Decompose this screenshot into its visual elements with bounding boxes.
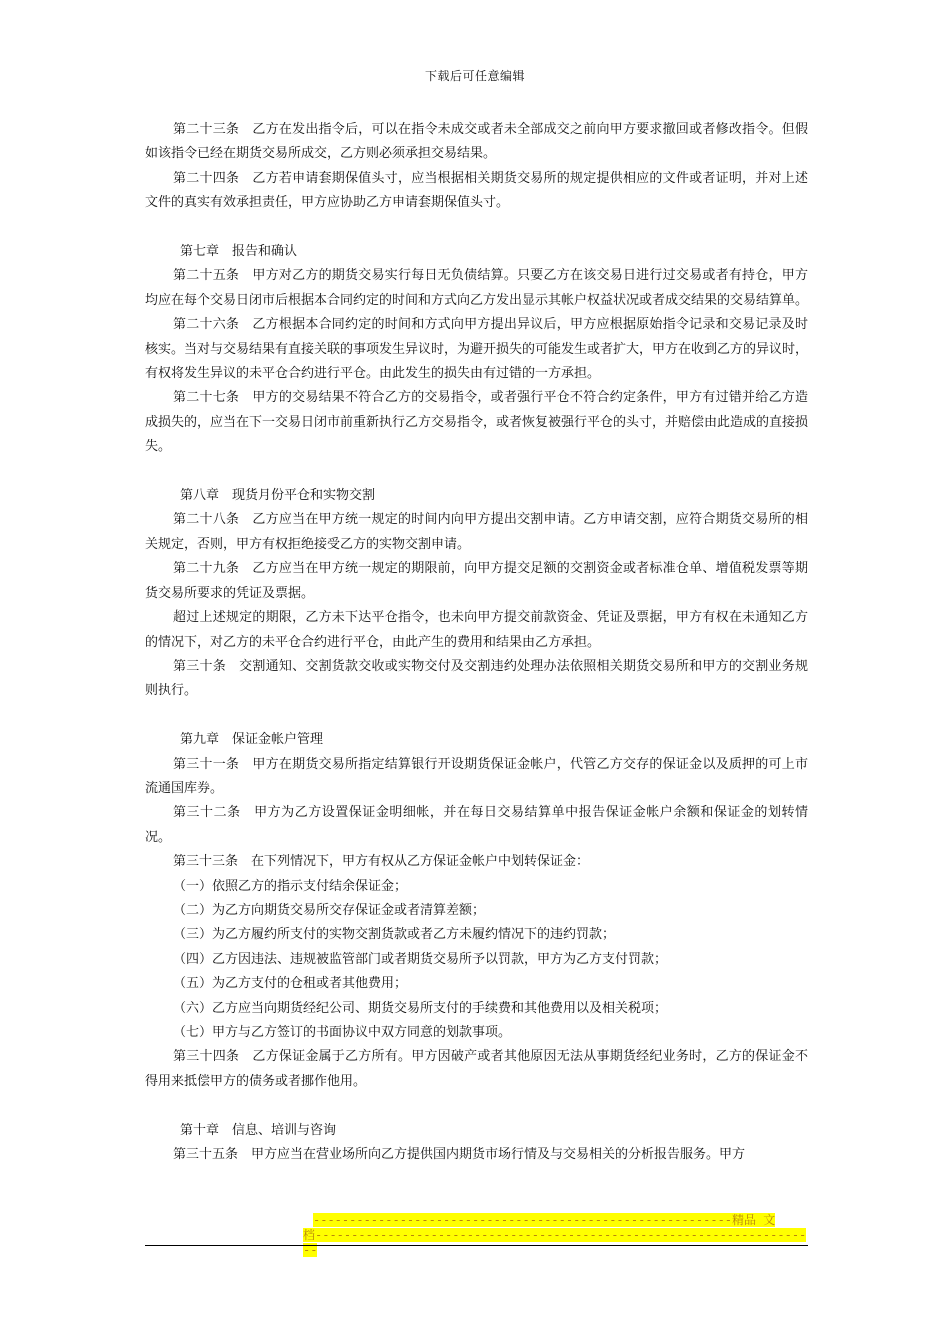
document-body [145, 118, 808, 1167]
article-29: 第二十九条 乙方应当在甲方统一规定的期限前，向甲方提交足额的交割资金或者标准仓单、增值税发票等期货交易所要求的凭证及票据。 [145, 561, 808, 601]
chapter-7-heading: 第七章 报告和确认 [180, 244, 298, 260]
article-28: 第二十八条 乙方应当在甲方统一规定的时间内向甲方提出交割申请。乙方申请交割，应符合期货交易所的相关规定，否则，甲方有权拒绝接受乙方的实物交割申请。 [145, 512, 808, 552]
article-25: 第二十五条 甲方对乙方的期货交易实行每日无负债结算。只要乙方在该交易日进行过交易或者有持仓，甲方均应在每个交易日闭市后根据本合同约定的时间和方式向乙方发出显示其帐户权益状况或者成交结果的交易结算单。 [145, 268, 809, 308]
footer-line-2: 档---------------------------------------------------------------------- [303, 1228, 807, 1257]
chapter-10-heading: 第十章 信息、培训与咨询 [180, 1122, 337, 1138]
footer-divider [145, 1245, 808, 1246]
article-30: 第三十条 交割通知、交割货款交收或实物交付及交割违约处理办法依照相关期货交易所和甲方的交割业务规则执行。 [145, 658, 808, 699]
list-item: （六）乙方应当向期货经纪公司、期货交易所支付的手续费和其他费用以及相关税项； [173, 1000, 668, 1016]
chapter-9-heading: 第九章 保证金帐户管理 [180, 732, 324, 748]
list-item: （一）依照乙方的指示支付结余保证金； [173, 878, 408, 894]
article-34: 第三十四条 乙方保证金属于乙方所有。甲方因破产或者其他原因无法从事期货经纪业务时，乙方的保证金不得用来抵偿甲方的债务或者挪作他用。 [145, 1049, 808, 1089]
article-35: 第三十五条 甲方应当在营业场所向乙方提供国内期货市场行情及与交易相关的分析报告服务。甲方 [173, 1147, 746, 1162]
article-26: 第二十六条 乙方根据本合同约定的时间和方式向甲方提出异议后，甲方应根据原始指令记录和交易记录及时核实。当对与交易结果有直接关联的事项发生异议时，为避开损失的可能发生或者扩大，甲方在收到乙方的异议时，有权将发生异议的未平仓合约进行平仓。由此发生的损失由有过错的一方承担。 [145, 317, 809, 382]
page-header: 下载后可任意编辑 [424, 69, 525, 83]
list-item: （二）为乙方向期货交易所交存保证金或者清算差额； [173, 902, 486, 918]
article-24: 第二十四条 乙方若申请套期保值头寸，应当根据相关期货交易所的规定提供相应的文件或者证明，并对上述文件的真实有效承担责任，甲方应协助乙方申请套期保值头寸。 [145, 170, 808, 211]
list-item: （五）为乙方支付的仓租或者其他费用； [173, 976, 408, 992]
list-item: （四）乙方因违法、违规被监管部门或者期货交易所予以罚款，甲方为乙方支付罚款； [173, 951, 668, 967]
chapter-8-heading: 第八章 现货月份平仓和实物交割 [180, 488, 376, 504]
article-32: 第三十二条 甲方为乙方设置保证金明细帐，并在每日交易结算单中报告保证金帐户余额和保证金的划转情况。 [145, 805, 808, 845]
article-33: 第三十三条 在下列情况下，甲方有权从乙方保证金帐户中划转保证金： [173, 854, 590, 870]
footer-watermark [145, 1213, 808, 1258]
list-item: （三）为乙方履约所支付的实物交割货款或者乙方未履约情况下的违约罚款； [173, 927, 616, 943]
article-27: 第二十七条 甲方的交易结果不符合乙方的交易指令，或者强行平仓不符合约定条件，甲方有过错并给乙方造成损失的，应当在下一交易日闭市前重新执行乙方交易指令，或者恢复被强行平仓的头寸，并赔偿由此造成的直接损失。 [145, 390, 809, 455]
article-31: 第三十一条 甲方在期货交易所指定结算银行开设期货保证金帐户，代管乙方交存的保证金以及质押的可上市流通国库券。 [145, 756, 808, 796]
footer-line-1: ----------------------------------------------------------精品 文 [313, 1213, 776, 1227]
article-29-supplement: 超过上述规定的期限，乙方未下达平仓指令，也未向甲方提交前款资金、凭证及票据，甲方有权在未通知乙方的情况下，对乙方的未平仓合约进行平仓，由此产生的费用和结果由乙方承担。 [145, 610, 808, 650]
list-item: （七）甲方与乙方签订的书面协议中双方同意的划款事项。 [173, 1024, 512, 1040]
article-23: 第二十三条 乙方在发出指令后，可以在指令未成交或者未全部成交之前向甲方要求撤回或者修改指令。但假如该指令已经在期货交易所成交，乙方则必须承担交易结果。 [145, 122, 808, 162]
